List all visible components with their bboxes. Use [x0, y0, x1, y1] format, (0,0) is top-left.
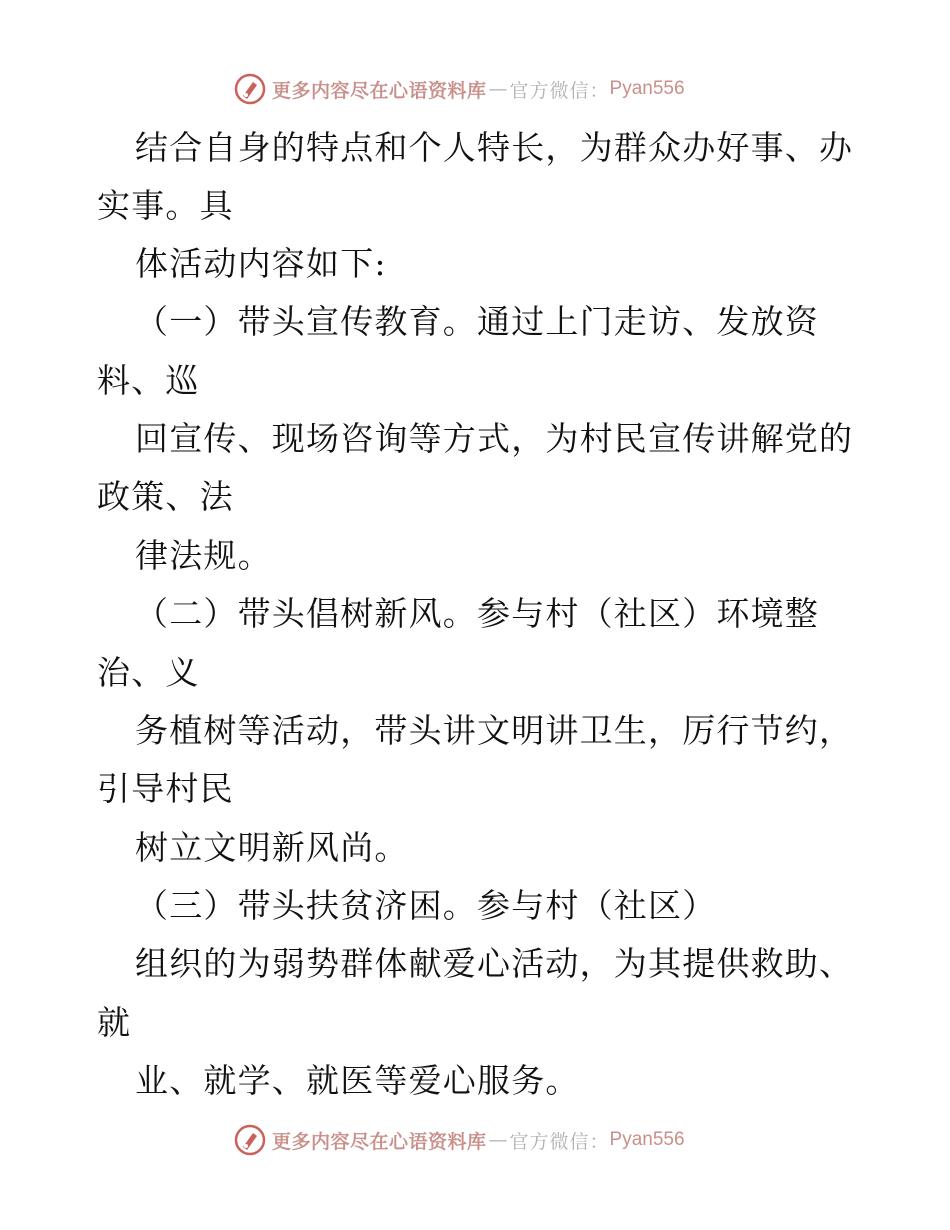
header-watermark-banner	[234, 71, 685, 107]
text-line-13: 树立文明新风尚。	[135, 828, 409, 867]
text-line-8: 律法规。	[135, 536, 272, 575]
banner-separator: —	[488, 1129, 508, 1151]
pen-nib-icon	[234, 73, 266, 105]
pen-nib-icon	[234, 1124, 266, 1156]
text-line-17: 业、就学、就医等爱心服务。	[135, 1061, 580, 1100]
text-line-15: 组织的为弱势群体献爱心活动，为其提供救助、	[135, 944, 854, 983]
text-line-16: 就	[97, 1003, 132, 1042]
footer-watermark-banner	[234, 1122, 685, 1158]
text-line-1: 结合自身的特点和个人特长，为群众办好事、办	[135, 128, 854, 167]
text-line-3: 体活动内容如下:	[135, 244, 387, 283]
text-line-10: 治、义	[97, 653, 200, 692]
banner-wechat-label: 官方微信：	[509, 79, 610, 102]
banner-wechat-id: Pyan556	[609, 78, 685, 99]
text-line-2: 实事。具	[97, 186, 234, 225]
text-line-11: 务植树等活动，带头讲文明讲卫生，厉行节约，	[135, 711, 854, 750]
text-line-6: 回宣传、现场咨询等方式，为村民宣传讲解党的	[135, 419, 854, 458]
text-line-4: （一）带头宣传教育。通过上门走访、发放资	[135, 302, 819, 341]
banner-wechat-label: 官方微信：	[509, 1130, 610, 1153]
banner-site-text: 更多内容尽在心语资料库	[272, 1130, 487, 1153]
text-line-5: 料、巡	[97, 361, 200, 400]
banner-wechat-id: Pyan556	[609, 1129, 685, 1150]
text-line-14: （三）带头扶贫济困。参与村（社区）	[135, 886, 717, 925]
banner-separator: —	[488, 78, 508, 100]
text-line-7: 政策、法	[97, 477, 234, 516]
text-line-9: （二）带头倡树新风。参与村（社区）环境整	[135, 594, 819, 633]
text-line-12: 引导村民	[97, 769, 234, 808]
banner-site-text: 更多内容尽在心语资料库	[272, 79, 487, 102]
